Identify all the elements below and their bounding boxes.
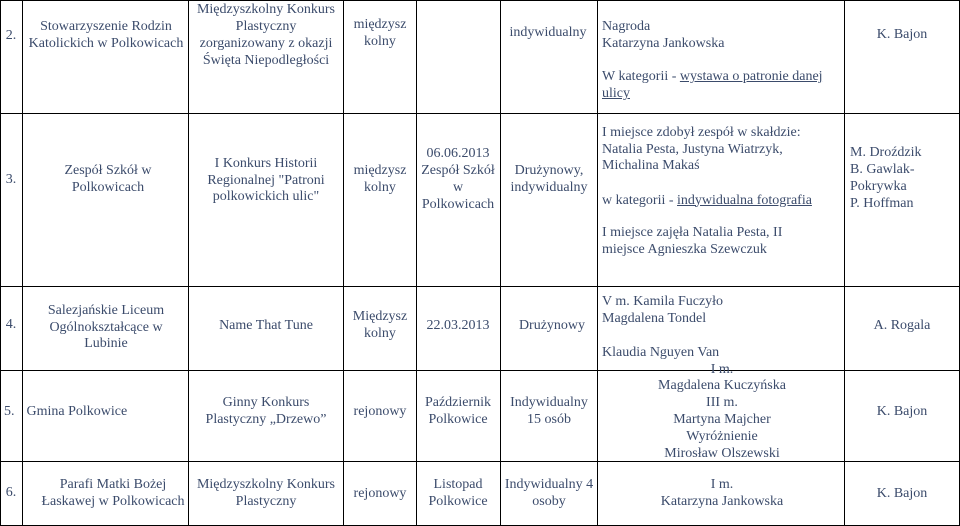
level-cell: Międzysz kolny	[352, 309, 408, 341]
level-cell: międzysz kolny	[353, 163, 407, 195]
row-number: 4.	[5, 316, 17, 332]
column-border	[597, 0, 598, 526]
competition-cell: Międzyszkolny Konkurs Plastyczny	[196, 477, 336, 509]
results-category-cell	[602, 66, 842, 106]
teacher-line: Pokrywka	[850, 179, 907, 194]
teacher-line: P. Hoffman	[850, 195, 914, 211]
organizer-cell: Stowarzyszenie Rodzin Katolickich w Polkowicach	[28, 19, 184, 51]
results-note-cell	[602, 222, 842, 262]
category-prefix: W kategorii -	[602, 69, 680, 85]
date-cell: 06.06.2013 Zespół Szkół w Polkowicach	[421, 146, 495, 212]
results-line: miejsce Agnieszka Szewczuk	[602, 242, 767, 257]
results-category-cell	[602, 188, 842, 214]
results-cell	[600, 474, 844, 514]
results-cell	[602, 292, 842, 330]
row-border	[0, 286, 960, 287]
teacher-cell: K. Bajon	[876, 403, 928, 419]
date-cell: 22.03.2013	[426, 317, 490, 333]
category-cell: Indywidualny 15 osób	[510, 395, 588, 427]
column-border	[844, 0, 845, 526]
organizer-cell: Parafi Matki Bożej Łaskawej w Polkowicach	[41, 477, 185, 509]
competition-cell: Ginny Konkurs Plastyczny „Drzewo”	[205, 395, 327, 427]
results-line: V m. Kamila Fuczyło	[602, 294, 724, 310]
category-prefix: w kategorii -	[602, 192, 678, 208]
results-line: Klaudia Nguyen Van	[602, 344, 720, 360]
category-cell: indywidualny	[509, 24, 587, 40]
results-line: I miejsce zajęła Natalia Pesta, II	[602, 225, 783, 241]
results-line: I miejsce zdobył zespół w skałdzie:	[602, 124, 801, 140]
column-border	[22, 0, 23, 526]
row-number: 2.	[5, 27, 17, 43]
results-line: Magdalena Tondel	[602, 311, 707, 326]
column-border	[0, 0, 1, 526]
level-cell: rejonowy	[353, 403, 407, 419]
teacher-cell: A. Rogala	[873, 317, 931, 333]
results-line: Katarzyna Jankowska	[602, 36, 725, 51]
teacher-line: B. Gawlak-	[850, 162, 915, 178]
results-cell	[600, 362, 844, 462]
results-line: I m.	[710, 477, 734, 493]
row-border	[0, 113, 960, 114]
row-number: 6.	[5, 484, 17, 500]
competition-cell: Name That Tune	[219, 317, 313, 333]
results-line: Natalia Pesta, Justyna Wiatrzyk,	[602, 141, 783, 157]
results-line: Magdalena Kuczyńska	[658, 378, 786, 394]
results-cell	[602, 120, 842, 180]
organizer-cell: Gmina Polkowice	[26, 403, 128, 419]
results-line: I m.	[710, 361, 734, 377]
organizer-cell: Zespół Szkół w Polkowicach	[64, 163, 152, 195]
date-cell: Listopad Polkowice	[428, 477, 488, 509]
results-line: Katarzyna Jankowska	[660, 494, 784, 509]
teacher-cell: K. Bajon	[876, 26, 928, 42]
results-line: Michalina Makaś	[602, 158, 700, 174]
results-line: III m.	[706, 395, 738, 411]
category-link[interactable]: indywidualna fotografia	[677, 192, 812, 208]
category-link[interactable]: wystawa o patronie danej ulicy	[602, 69, 823, 101]
category-cell: Indywidualny 4 osoby	[504, 477, 594, 509]
teacher-cell: K. Bajon	[876, 485, 928, 501]
level-cell: rejonowy	[353, 485, 407, 501]
competition-cell: I Konkurs Historii Regionalnej "Patroni polkowickich ulic"	[207, 155, 325, 205]
category-cell: Drużynowy	[518, 317, 586, 333]
results-line: Martyna Majcher	[673, 412, 771, 427]
results-line: Wyróżnienie	[686, 428, 758, 444]
column-border	[188, 0, 189, 526]
competition-cell: Międzyszkolny Konkurs Plastyczny zorganizowany z okazji Święta Niepodległości	[196, 2, 336, 68]
row-border	[0, 0, 960, 1]
column-border	[343, 0, 344, 526]
results-line: Nagroda	[602, 19, 651, 35]
date-cell: Październik Polkowice	[424, 395, 492, 427]
row-number: 3.	[5, 171, 17, 187]
level-cell: międzysz kolny	[353, 17, 407, 49]
teacher-line: M. Droździk	[850, 145, 922, 161]
organizer-cell: Salezjańskie Liceum Ogólnokształcące w Lubinie	[47, 302, 165, 352]
category-cell: Drużynowy, indywidualny	[510, 163, 588, 195]
row-number: 5.	[4, 403, 15, 419]
column-border	[500, 0, 501, 526]
teacher-cell	[850, 144, 958, 214]
column-border	[416, 0, 417, 526]
results-cell	[602, 14, 842, 58]
results-line: Mirosław Olszewski	[664, 445, 780, 461]
row-number-and-organizer	[4, 400, 188, 424]
